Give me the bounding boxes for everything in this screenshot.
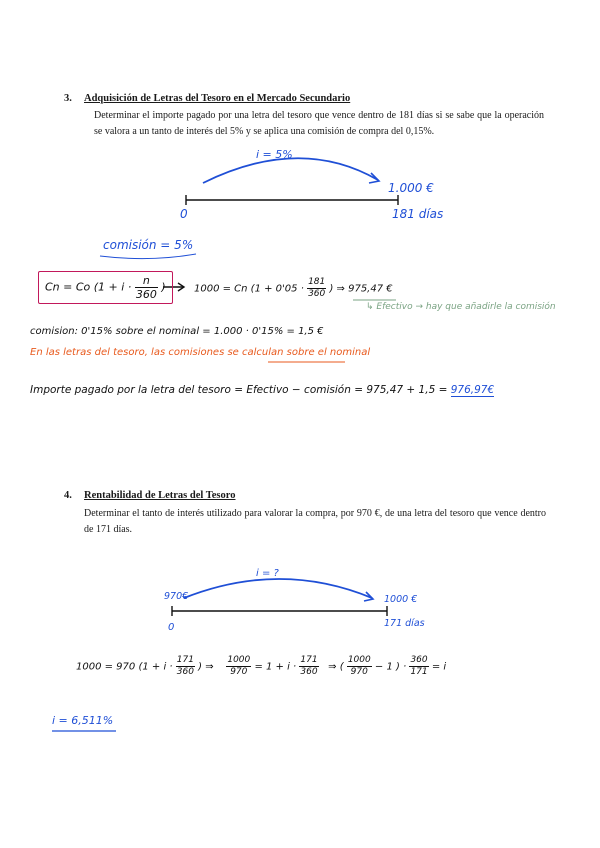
formula-right: ) [161,280,166,294]
section-4-title: Rentabilidad de Letras del Tesoro [84,490,236,501]
eq-f1-den: 360 [176,667,194,677]
formula-box [38,271,173,304]
eq-f4-den: 970 [350,667,368,677]
eq-f2-num: 1000 [227,655,251,665]
importe-result: 976,97€ [450,384,495,396]
eq-part6: = i [431,661,447,673]
eq-f3-num: 171 [300,655,318,665]
eq-f1-num: 171 [176,655,194,665]
eq-part5: − 1 ) · [374,661,407,673]
calc-num: 181 [308,277,326,287]
eq-part2: ) ⇒ [198,661,214,673]
timeline-3-rate: i = 5% [256,148,293,161]
eq-part3: = 1 + i · [254,661,297,673]
calc-suffix: ) ⇒ 975,47 € [329,283,393,295]
timeline-4-start-amount: 970€ [164,591,189,602]
eq-fraction-5 [409,656,428,677]
eq-fraction-1 [176,656,195,677]
calc-fraction [307,278,326,299]
section-4-heading [64,490,236,501]
equation-line [76,656,446,677]
timeline-3-start: 0 [180,207,188,221]
calc-line [194,278,393,299]
timeline-4-arc [184,579,372,598]
comision-label: comisión = 5% [103,238,194,252]
note-green: ↳ Efectivo → hay que añadirle la comisión [366,302,556,312]
eq-f3-den: 360 [300,667,318,677]
timeline-4-end: 171 días [384,618,425,629]
eq-fraction-3 [299,656,318,677]
timeline-4-end-amount: 1000 € [384,594,418,605]
eq-f4-num: 1000 [347,655,371,665]
eq-f5-den: 171 [410,667,428,677]
timeline-3-amount: 1.000 € [388,181,434,195]
importe-line [30,384,494,396]
eq-f5-num: 360 [410,655,428,665]
section-4-statement-text: Determinar el tanto de interés utilizado para valorar la compra, por 970 €, de una letra del tesoro que vence dentro de 171 días. [84,508,546,535]
eq-fraction-2 [226,656,251,677]
section-3-number: 3. [64,93,72,104]
comision-underline [100,254,196,259]
formula-den: 360 [135,288,157,301]
section-4-number: 4. [64,490,72,501]
formula-left: Cn = Co (1 + i · [45,280,132,294]
section-4-result: i = 6,511% [52,714,114,727]
eq-fraction-4 [347,656,372,677]
note-orange: En las letras del tesoro, las comisiones se calculan sobre el nominal [30,347,371,358]
formula-num: n [135,275,158,288]
timeline-4-start: 0 [168,622,175,633]
calc-prefix: 1000 = Cn (1 + 0'05 · [194,283,304,295]
eq-part4: ⇒ ( [328,661,344,673]
comision-calc: comision: 0'15% sobre el nominal = 1.000 · 0'15% = 1,5 € [30,326,324,337]
formula-fraction [135,275,158,300]
timeline-4-rate: i = ? [256,568,279,579]
eq-part1: 1000 = 970 (1 + i · [76,661,173,673]
section-4-statement [84,506,546,538]
timeline-3-arc [203,158,378,183]
eq-f2-den: 970 [230,667,248,677]
section-3-statement-text: Determinar el importe pagado por una letra del tesoro que vence dentro de 181 días si se sabe que la operación se valora a un tanto de interés del 5% y se aplica una comisión de compra del 0,15%. [94,110,544,137]
calc-den: 360 [308,289,326,299]
section-3-title: Adquisición de Letras del Tesoro en el Mercado Secundario [84,93,351,104]
timeline-3-end: 181 días [392,207,444,221]
importe-text: Importe pagado por la letra del tesoro = Efectivo − comisión = 975,47 + 1,5 = [30,384,448,396]
